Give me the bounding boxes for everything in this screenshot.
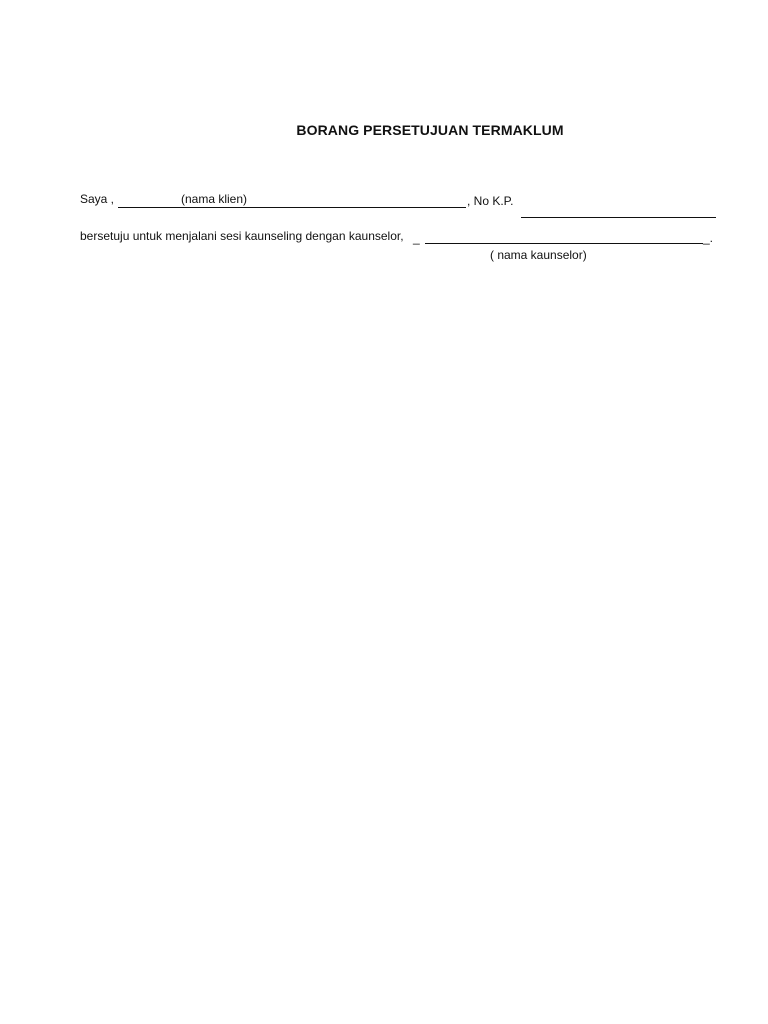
counselor-name-hint: ( nama kaunselor) — [490, 248, 587, 262]
form-title: BORANG PERSETUJUAN TERMAKLUM — [296, 122, 564, 138]
consent-statement: bersetuju untuk menjalani sesi kaunseling dengan kaunselor, — [80, 229, 404, 243]
ic-number-label: , No K.P. — [467, 194, 514, 208]
underscore-before: _ — [413, 231, 420, 245]
underscore-after: _. — [703, 231, 714, 245]
client-name-field[interactable] — [118, 207, 466, 208]
ic-number-field[interactable] — [521, 217, 716, 218]
client-name-hint: (nama klien) — [181, 192, 248, 206]
saya-label: Saya , — [80, 192, 115, 206]
counselor-name-field[interactable] — [425, 243, 703, 244]
